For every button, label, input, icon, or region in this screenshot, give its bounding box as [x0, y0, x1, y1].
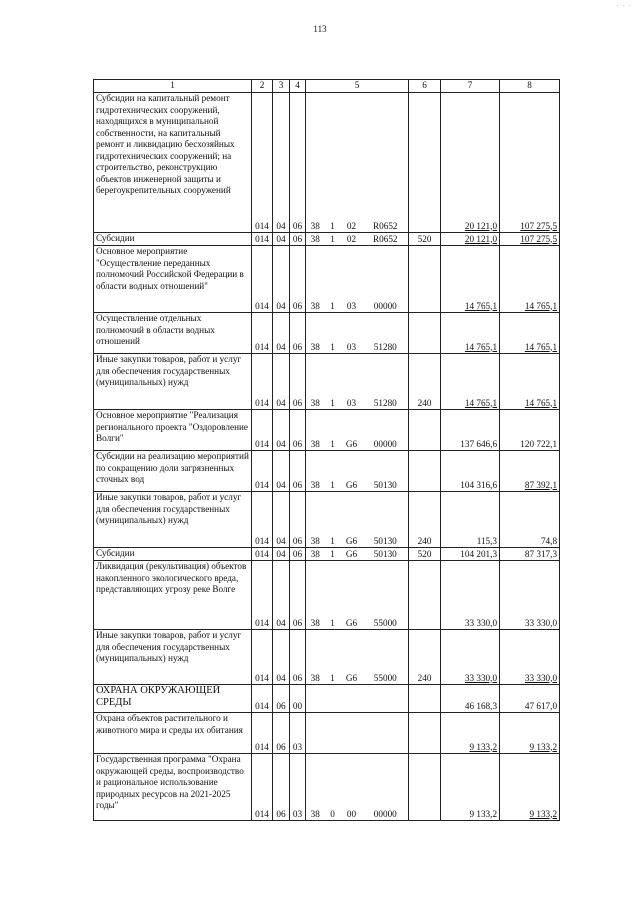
header-cell-1: 1: [94, 80, 252, 93]
row-name: Субсидии: [94, 548, 252, 561]
cell-direction: 50130: [363, 451, 409, 492]
cell-c3: 06: [273, 685, 290, 713]
cell-prog: 38: [306, 630, 325, 685]
cell-c7: 9 133,2: [441, 754, 500, 821]
table-row: [94, 410, 560, 451]
cell-direction: R0652: [363, 233, 409, 246]
cell-c2: 014: [252, 561, 273, 630]
cell-direction: 00000: [363, 410, 409, 451]
cell-event: 03: [341, 246, 363, 313]
cell-subprog: 0: [325, 754, 341, 821]
cell-c6: [409, 713, 441, 754]
cell-prog: 38: [306, 354, 325, 410]
cell-c7: 46 168,3: [441, 685, 500, 713]
cell-c3: 04: [273, 93, 290, 233]
cell-c4: 06: [290, 630, 306, 685]
header-row: [94, 80, 560, 93]
cell-c8: 107 275,5: [500, 93, 560, 233]
cell-subprog: 1: [325, 246, 341, 313]
cell-c8: 14 765,1: [500, 313, 560, 354]
cell-c7: 14 765,1: [441, 246, 500, 313]
cell-c4: 06: [290, 410, 306, 451]
cell-c3: 06: [273, 713, 290, 754]
table-row: [94, 93, 560, 233]
row-name: Субсидии на капитальный ремонт гидротехнических сооружений, находящихся в муниципальной собственности, на капитальный ремонт и ликвидацию бесхозяйных гидротехнических сооружений; на строительство, реконструкцию объектов инженерной защиты и берегоукрепительных сооружений: [94, 93, 252, 233]
cell-direction: 50130: [363, 492, 409, 548]
cell-c8: 33 330,0: [500, 630, 560, 685]
cell-c6: [409, 754, 441, 821]
table-row: [94, 451, 560, 492]
cell-c8: 120 722,1: [500, 410, 560, 451]
row-name: Осуществление отдельных полномочий в области водных отношений: [94, 313, 252, 354]
cell-subprog: [325, 685, 341, 713]
cell-c2: 014: [252, 492, 273, 548]
cell-c3: 04: [273, 233, 290, 246]
table-row: [94, 246, 560, 313]
cell-c6: 520: [409, 548, 441, 561]
table-row: [94, 685, 560, 713]
cell-c6: 240: [409, 354, 441, 410]
cell-prog: [306, 713, 325, 754]
cell-prog: 38: [306, 233, 325, 246]
cell-subprog: 1: [325, 451, 341, 492]
cell-c2: 014: [252, 93, 273, 233]
table-row: [94, 754, 560, 821]
row-name: Субсидии на реализацию мероприятий по сокращению доли загрязненных сточных вод: [94, 451, 252, 492]
cell-c7: 33 330,0: [441, 561, 500, 630]
header-cell-2: 2: [252, 80, 273, 93]
cell-c2: 014: [252, 685, 273, 713]
cell-c2: 014: [252, 246, 273, 313]
header-cell-7: 7: [441, 80, 500, 93]
cell-c2: 014: [252, 451, 273, 492]
cell-c3: 04: [273, 354, 290, 410]
cell-prog: [306, 685, 325, 713]
cell-event: 03: [341, 354, 363, 410]
cell-event: G6: [341, 548, 363, 561]
cell-c2: 014: [252, 313, 273, 354]
cell-c3: 04: [273, 492, 290, 548]
row-name: Государственная программа "Охрана окружающей среды, воспроизводство и рациональное использование природных ресурсов на 2021-2025 годы": [94, 754, 252, 821]
cell-c4: 06: [290, 233, 306, 246]
cell-event: [341, 685, 363, 713]
cell-c3: 04: [273, 630, 290, 685]
cell-c7: 9 133,2: [441, 713, 500, 754]
cell-prog: 38: [306, 313, 325, 354]
cell-prog: 38: [306, 246, 325, 313]
cell-c7: 14 765,1: [441, 354, 500, 410]
cell-event: [341, 713, 363, 754]
header-cell-3: 3: [273, 80, 290, 93]
cell-event: G6: [341, 451, 363, 492]
cell-c8: 9 133,2: [500, 713, 560, 754]
cell-subprog: 1: [325, 410, 341, 451]
cell-prog: 38: [306, 492, 325, 548]
cell-direction: 55000: [363, 561, 409, 630]
cell-c2: 014: [252, 630, 273, 685]
cell-subprog: 1: [325, 354, 341, 410]
row-name: Субсидии: [94, 233, 252, 246]
cell-subprog: [325, 713, 341, 754]
cell-direction: [363, 713, 409, 754]
cell-prog: 38: [306, 410, 325, 451]
cell-subprog: 1: [325, 630, 341, 685]
cell-c8: 74,8: [500, 492, 560, 548]
cell-c6: 520: [409, 233, 441, 246]
table-row: [94, 713, 560, 754]
cell-c4: 06: [290, 246, 306, 313]
cell-c4: 06: [290, 451, 306, 492]
cell-prog: 38: [306, 93, 325, 233]
cell-c4: 06: [290, 354, 306, 410]
cell-c7: 33 330,0: [441, 630, 500, 685]
cell-c7: 20 121,0: [441, 233, 500, 246]
row-name: Основное мероприятие "Осуществление переданных полномочий Российской Федерации в области водных отношений": [94, 246, 252, 313]
cell-subprog: 1: [325, 93, 341, 233]
cell-event: 02: [341, 93, 363, 233]
cell-c6: [409, 561, 441, 630]
cell-direction: R0652: [363, 93, 409, 233]
cell-prog: 38: [306, 561, 325, 630]
cell-c6: 240: [409, 630, 441, 685]
row-name: Иные закупки товаров, работ и услуг для обеспечения государственных (муниципальных) нужд: [94, 354, 252, 410]
cell-event: G6: [341, 410, 363, 451]
cell-c3: 06: [273, 754, 290, 821]
cell-direction: [363, 685, 409, 713]
row-name: ОХРАНА ОКРУЖАЮЩЕЙ СРЕДЫ: [94, 685, 252, 713]
cell-c6: [409, 93, 441, 233]
row-name: Основное мероприятие "Реализация регионального проекта "Оздоровление Волги": [94, 410, 252, 451]
cell-c4: 03: [290, 754, 306, 821]
row-name: Иные закупки товаров, работ и услуг для обеспечения государственных (муниципальных) нужд: [94, 492, 252, 548]
cell-c6: [409, 246, 441, 313]
cell-c3: 04: [273, 313, 290, 354]
cell-c3: 04: [273, 548, 290, 561]
cell-c4: 00: [290, 685, 306, 713]
cell-subprog: 1: [325, 492, 341, 548]
cell-c3: 04: [273, 410, 290, 451]
cell-subprog: 1: [325, 233, 341, 246]
cell-c7: 115,3: [441, 492, 500, 548]
cell-c7: 137 646,6: [441, 410, 500, 451]
cell-c3: 04: [273, 451, 290, 492]
cell-prog: 38: [306, 548, 325, 561]
page-number: 113: [313, 24, 327, 34]
cell-c8: 87 392,1: [500, 451, 560, 492]
cell-c8: 47 617,0: [500, 685, 560, 713]
cell-c6: [409, 410, 441, 451]
table-row: [94, 630, 560, 685]
cell-event: 02: [341, 233, 363, 246]
table-row: [94, 492, 560, 548]
cell-c8: 9 133,2: [500, 754, 560, 821]
cell-c6: 240: [409, 492, 441, 548]
row-name: Иные закупки товаров, работ и услуг для обеспечения государственных (муниципальных) нужд: [94, 630, 252, 685]
header-cell-6: 6: [409, 80, 441, 93]
cell-c8: 87 317,3: [500, 548, 560, 561]
corner-mark: · · ·: [616, 2, 632, 10]
cell-c4: 03: [290, 713, 306, 754]
table-row: [94, 561, 560, 630]
cell-c2: 014: [252, 410, 273, 451]
cell-c4: 06: [290, 93, 306, 233]
header-cell-4: 4: [290, 80, 306, 93]
header-cell-5: 5: [306, 80, 409, 93]
cell-direction: 55000: [363, 630, 409, 685]
cell-subprog: 1: [325, 313, 341, 354]
cell-event: 00: [341, 754, 363, 821]
row-name: Ликвидация (рекультивация) объектов накопленного экологического вреда, представляющих угрозу реке Волге: [94, 561, 252, 630]
header-cell-8: 8: [500, 80, 560, 93]
cell-c8: 14 765,1: [500, 354, 560, 410]
cell-direction: 00000: [363, 754, 409, 821]
cell-prog: 38: [306, 451, 325, 492]
cell-c2: 014: [252, 548, 273, 561]
table-row: [94, 354, 560, 410]
cell-prog: 38: [306, 754, 325, 821]
cell-c4: 06: [290, 313, 306, 354]
cell-c8: 107 275,5: [500, 233, 560, 246]
cell-c6: [409, 451, 441, 492]
cell-c4: 06: [290, 548, 306, 561]
cell-direction: 50130: [363, 548, 409, 561]
cell-c4: 06: [290, 561, 306, 630]
cell-c3: 04: [273, 561, 290, 630]
cell-c2: 014: [252, 233, 273, 246]
budget-table: [93, 79, 560, 821]
cell-c8: 33 330,0: [500, 561, 560, 630]
cell-direction: 51280: [363, 313, 409, 354]
cell-c2: 014: [252, 713, 273, 754]
cell-c4: 06: [290, 492, 306, 548]
cell-c7: 104 316,6: [441, 451, 500, 492]
cell-event: 03: [341, 313, 363, 354]
cell-event: G6: [341, 630, 363, 685]
cell-c6: [409, 313, 441, 354]
cell-direction: 00000: [363, 246, 409, 313]
cell-subprog: 1: [325, 548, 341, 561]
cell-subprog: 1: [325, 561, 341, 630]
row-name: Охрана объектов растительного и животного мира и среды их обитания: [94, 713, 252, 754]
cell-event: G6: [341, 492, 363, 548]
cell-c7: 14 765,1: [441, 313, 500, 354]
table-row: [94, 548, 560, 561]
cell-c7: 104 201,3: [441, 548, 500, 561]
cell-c2: 014: [252, 754, 273, 821]
cell-c7: 20 121,0: [441, 93, 500, 233]
cell-c3: 04: [273, 246, 290, 313]
cell-c2: 014: [252, 354, 273, 410]
cell-direction: 51280: [363, 354, 409, 410]
table-row: [94, 233, 560, 246]
cell-event: G6: [341, 561, 363, 630]
table-row: [94, 313, 560, 354]
cell-c6: [409, 685, 441, 713]
cell-c8: 14 765,1: [500, 246, 560, 313]
